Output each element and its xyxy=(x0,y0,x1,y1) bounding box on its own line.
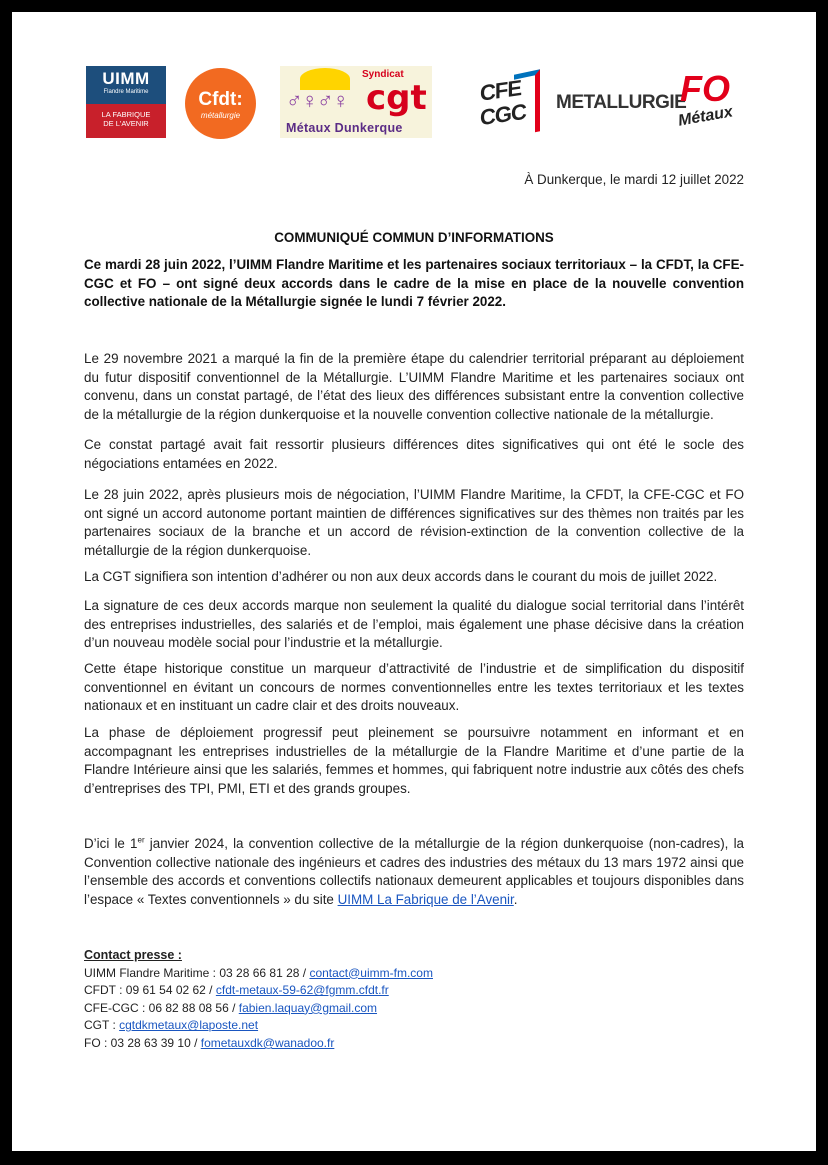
contact-label: CFE-CGC : 06 82 88 08 56 / xyxy=(84,1000,239,1015)
paragraph-7: La phase de déploiement progressif peut pleinement se poursuivre notamment en informant et en accompagnant les entreprises industrielles de la métallurgie de la Flandre Maritime et d’une partie de la Flandre Intérieure ainsi que les salariés, femmes et hommes, qui fabriquent notre industrie aux côtés des chefs d’entreprises des TPI, PMI, ETI et des grands groupes. xyxy=(84,725,744,796)
contact-line-uimm xyxy=(84,965,744,983)
contact-label: UIMM Flandre Maritime : 03 28 66 81 28 / xyxy=(84,965,310,980)
contact-line-cgt xyxy=(84,1017,744,1035)
date-line: À Dunkerque, le mardi 12 juillet 2022 xyxy=(524,172,744,187)
cfe-cgc-line2: CGC xyxy=(480,98,526,131)
paragraph-1: Le 29 novembre 2021 a marqué la fin de la première étape du calendrier territorial préparant au déploiement du futur dispositif conventionnel de la Métallurgie. L’UIMM Flandre Maritime et les partenaires sociaux ont convenu, dans un constat partagé, de l’état des lieux des différences subsistant entre la convention collective de la métallurgie de la région dunkerquoise et la nouvelle convention collective nationale de la métallurgie. xyxy=(84,351,744,422)
paragraph-5: La signature de ces deux accords marque non seulement la qualité du dialogue social territorial dans l’intérêt des entreprises industrielles, des salariés et de l’emploi, mais également une phase décisive dans la création d’un nouveau modèle social pour l’industrie et la métallurgie. xyxy=(84,598,744,651)
uimm-logo-name: UIMM xyxy=(102,69,150,88)
fo-logo xyxy=(670,68,742,140)
contact-email-link[interactable]: fometauxdk@wanadoo.fr xyxy=(200,1035,335,1050)
people-icon: ♂♀♂♀ xyxy=(286,88,348,113)
contact-email-link[interactable]: contact@uimm-fm.com xyxy=(309,965,433,980)
final-sup: er xyxy=(137,835,145,845)
paragraph-4: La CGT signifiera son intention d’adhérer ou non aux deux accords dans le courant du mois de juillet 2022. xyxy=(84,569,718,584)
final-start: D’ici le 1 xyxy=(84,836,138,851)
final-end: . xyxy=(513,891,518,907)
contact-label: CGT : xyxy=(84,1018,120,1033)
cfdt-logo-name: Cfdt: xyxy=(198,89,243,110)
cgt-logo-syndicat: Syndicat xyxy=(362,69,404,80)
uimm-site-link[interactable]: UIMM La Fabrique de l’Avenir xyxy=(337,891,514,907)
uimm-tagline-1: LA FABRIQUE xyxy=(101,110,151,119)
final-paragraph xyxy=(84,835,744,909)
fo-logo-name: FO xyxy=(680,68,730,109)
sun-icon xyxy=(300,68,350,90)
contact-section xyxy=(84,947,744,1053)
metallurgie-wordmark: METALLURGIE xyxy=(556,92,687,113)
cgt-logo-city: Métaux Dunkerque xyxy=(286,121,403,135)
fo-logo-sub: Métaux xyxy=(676,103,735,130)
page-title: COMMUNIQUÉ COMMUN D’INFORMATIONS xyxy=(274,230,554,245)
cgt-logo xyxy=(280,66,432,138)
contact-email-link[interactable]: cfdt-metaux-59-62@fgmm.cfdt.fr xyxy=(215,983,389,998)
cfdt-logo xyxy=(185,68,256,139)
contact-label: CFDT : 09 61 54 02 62 / xyxy=(84,983,216,998)
paragraph-2: Ce constat partagé avait fait ressortir plusieurs différences dites significatives qui ont été le socle des négociations entamées en 2022. xyxy=(84,437,744,471)
paragraph-3: Le 28 juin 2022, après plusieurs mois de négociation, l’UIMM Flandre Maritime, la CFDT, la CFE-CGC et FO ont signé un accord autonome portant maintien de différences significatives sur des thèmes non traités par les partenaires sociaux de la branche et un accord de révision-extinction de la convention collective de la métallurgie de la région dunkerquoise. xyxy=(84,487,744,558)
cfe-cgc-logo xyxy=(474,66,546,138)
uimm-tagline-2: DE L'AVENIR xyxy=(103,119,149,128)
cfdt-logo-sub: métallurgie xyxy=(200,111,241,120)
uimm-logo xyxy=(86,66,166,138)
final-body: janvier 2024, la convention collective de la métallurgie de la région dunkerquoise (non-cadres), la Convention collective nationale des ingénieurs et cadres des industries des métaux du 13 mars 1972 ainsi que l’ensemble des accords et conventions collectifs nationaux demeurent applicables et toujours disponibles dans l’espace « Textes conventionnels » du site xyxy=(84,836,744,907)
contact-email-link[interactable]: cgtdkmetaux@laposte.net xyxy=(119,1018,259,1033)
document-page xyxy=(12,12,816,1151)
paragraph-6: Cette étape historique constitue un marqueur d’attractivité de l’industrie et de simplification du dispositif conventionnel en évitant un concours de normes conventionnelles entre les textes territoriaux et les textes nationaux et en instituant un cadre clair et des droits nouveaux. xyxy=(84,661,744,714)
contact-email-link[interactable]: fabien.laquay@gmail.com xyxy=(238,1000,378,1015)
cfe-cgc-line1: CFE xyxy=(480,75,521,106)
contact-line-cfdt xyxy=(84,982,744,1000)
uimm-logo-sub: Flandre Maritime xyxy=(103,89,149,95)
contact-line-cfe-cgc xyxy=(84,1000,744,1018)
contact-heading: Contact presse : xyxy=(84,948,182,962)
cgt-logo-name: cgt xyxy=(366,78,427,118)
contact-line-fo xyxy=(84,1035,744,1053)
contact-label: FO : 03 28 63 39 10 / xyxy=(84,1035,201,1050)
lead-paragraph: Ce mardi 28 juin 2022, l’UIMM Flandre Maritime et les partenaires sociaux territoriaux – la CFDT, la CFE-CGC et FO – ont signé deux accords dans le cadre de la mise en place de la nouvelle convention collective nationale de la Métallurgie signée le lundi 7 février 2022. xyxy=(84,257,744,310)
